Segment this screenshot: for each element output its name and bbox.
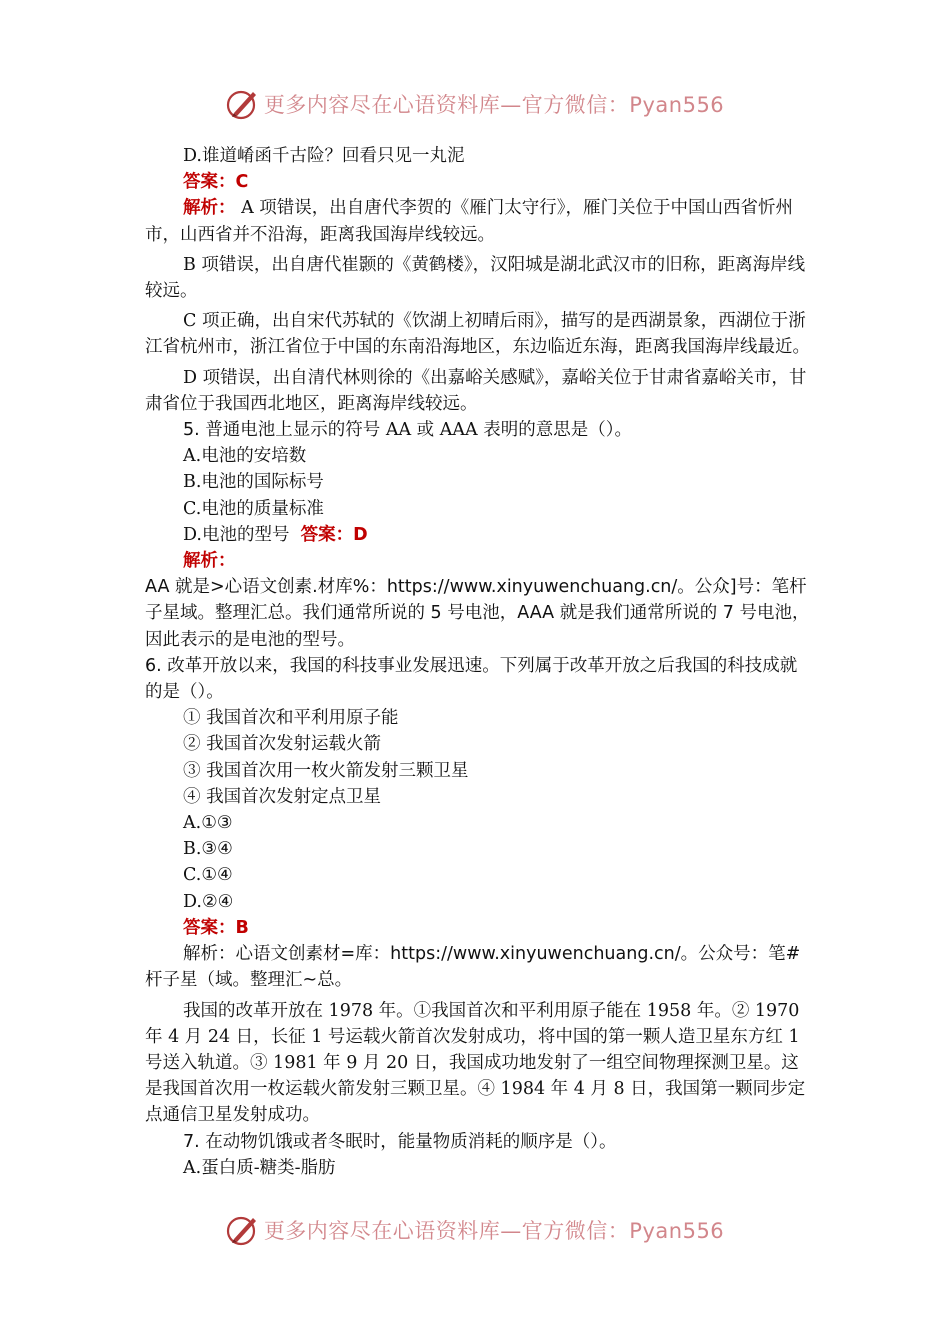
q6-item-1: ① 我国首次和平利用原子能 xyxy=(183,708,399,729)
q5-stem: 5. 普通电池上显示的符号 AA 或 AAA 表明的意思是（）。 xyxy=(183,420,632,441)
q4-answer: 答案：C xyxy=(183,172,249,193)
q6-analysis-body: 我国的改革开放在 1978 年。①我国首次和平利用原子能在 1958 年。② 1970 年 4 月 24 日，长征 1 号运载火箭首次发射成功，将中国的第一颗人造卫星东方红 1 号送入轨道。③ 1981 年 9 月 20 日，我国成功地发射了一组空间物理探测卫星。这是我国首次用一枚运载火箭发射三颗卫星。④ 1984 年 4 月 8 日，我国第一颗同步定点通信卫星发射成功。 xyxy=(145,1000,806,1126)
q4-analysis-b: B 项错误，出自唐代崔颢的《黄鹤楼》，汉阳城是湖北武汉市的旧称，距离海岸线较远。 xyxy=(145,254,806,302)
q4-analysis-label: 解析： xyxy=(183,198,236,219)
pen-logo-icon xyxy=(226,87,260,121)
q5-answer: 答案：D xyxy=(300,524,368,545)
q6-analysis-text: 解析：心语文创素材=库：https://www.xinyuwenchuang.cn/。公众号：笔#杆子星（域。整理汇~总。 xyxy=(145,944,801,991)
q6-item-4: ④ 我国首次发射定点卫星 xyxy=(183,786,382,807)
q5-option-b: B.电池的国际标号 xyxy=(183,472,324,493)
q7-option-a: A.蛋白质-糖类-脂肪 xyxy=(183,1157,336,1178)
q5-option-d: D.电池的型号 答案：D xyxy=(183,524,368,545)
footer-banner-text: 更多内容尽在心语资料库—官方微信：Pyan556 xyxy=(263,1219,725,1243)
q4-analysis-c: C 项正确，出自宋代苏轼的《饮湖上初晴后雨》，描写的是西湖景象，西湖位于浙江省杭州市，浙江省位于中国的东南沿海地区，东边临近东海，距离我国海岸线最近。 xyxy=(145,311,810,358)
header-banner xyxy=(0,84,950,124)
q4-analysis-d: D 项错误，出自清代林则徐的《出嘉峪关感赋》，嘉峪关位于甘肃省嘉峪关市，甘肃省位于我国西北地区，距离海岸线较远。 xyxy=(145,367,807,414)
q5-analysis-label: 解析： xyxy=(183,551,236,572)
q6-option-d: D.②④ xyxy=(183,891,234,912)
q6-stem: 6. 改革开放以来，我国的科技事业发展迅速。下列属于改革开放之后我国的科技成就的是（）。 xyxy=(145,655,798,703)
q6-item-2: ② 我国首次发射运载火箭 xyxy=(183,734,382,755)
q5-option-c: C.电池的质量标准 xyxy=(183,498,324,519)
q6-option-c: C.①④ xyxy=(183,865,233,886)
q5-analysis-text: AA 就是>心语文创素.材库%：https://www.xinyuwenchuang.cn/。公众]号：笔杆子星域。整理汇总。我们通常所说的 5 号电池，AAA 就是我们通常所说的 7 号电池，因此表示的是电池的型号。 xyxy=(145,577,810,650)
q6-option-b: B.③④ xyxy=(183,839,233,860)
q4-option-d: D.谁道崤函千古险？回看只见一丸泥 xyxy=(183,146,465,166)
pen-logo-icon xyxy=(226,1213,260,1247)
q6-option-a: A.①③ xyxy=(183,813,233,834)
document-body xyxy=(145,143,810,1181)
q6-answer: 答案：B xyxy=(183,917,249,938)
q7-stem: 7. 在动物饥饿或者冬眠时，能量物质消耗的顺序是（）。 xyxy=(183,1131,617,1152)
header-banner-text: 更多内容尽在心语资料库—官方微信：Pyan556 xyxy=(263,93,725,117)
q5-option-a: A.电池的安培数 xyxy=(183,446,307,467)
footer-banner xyxy=(0,1210,950,1250)
q6-item-3: ③ 我国首次用一枚火箭发射三颗卫星 xyxy=(183,760,469,781)
q4-analysis-a: 解析： A 项错误，出自唐代李贺的《雁门太守行》，雁门关位于中国山西省忻州市，山西省并不沿海，距离我国海岸线较远。 xyxy=(145,198,794,245)
